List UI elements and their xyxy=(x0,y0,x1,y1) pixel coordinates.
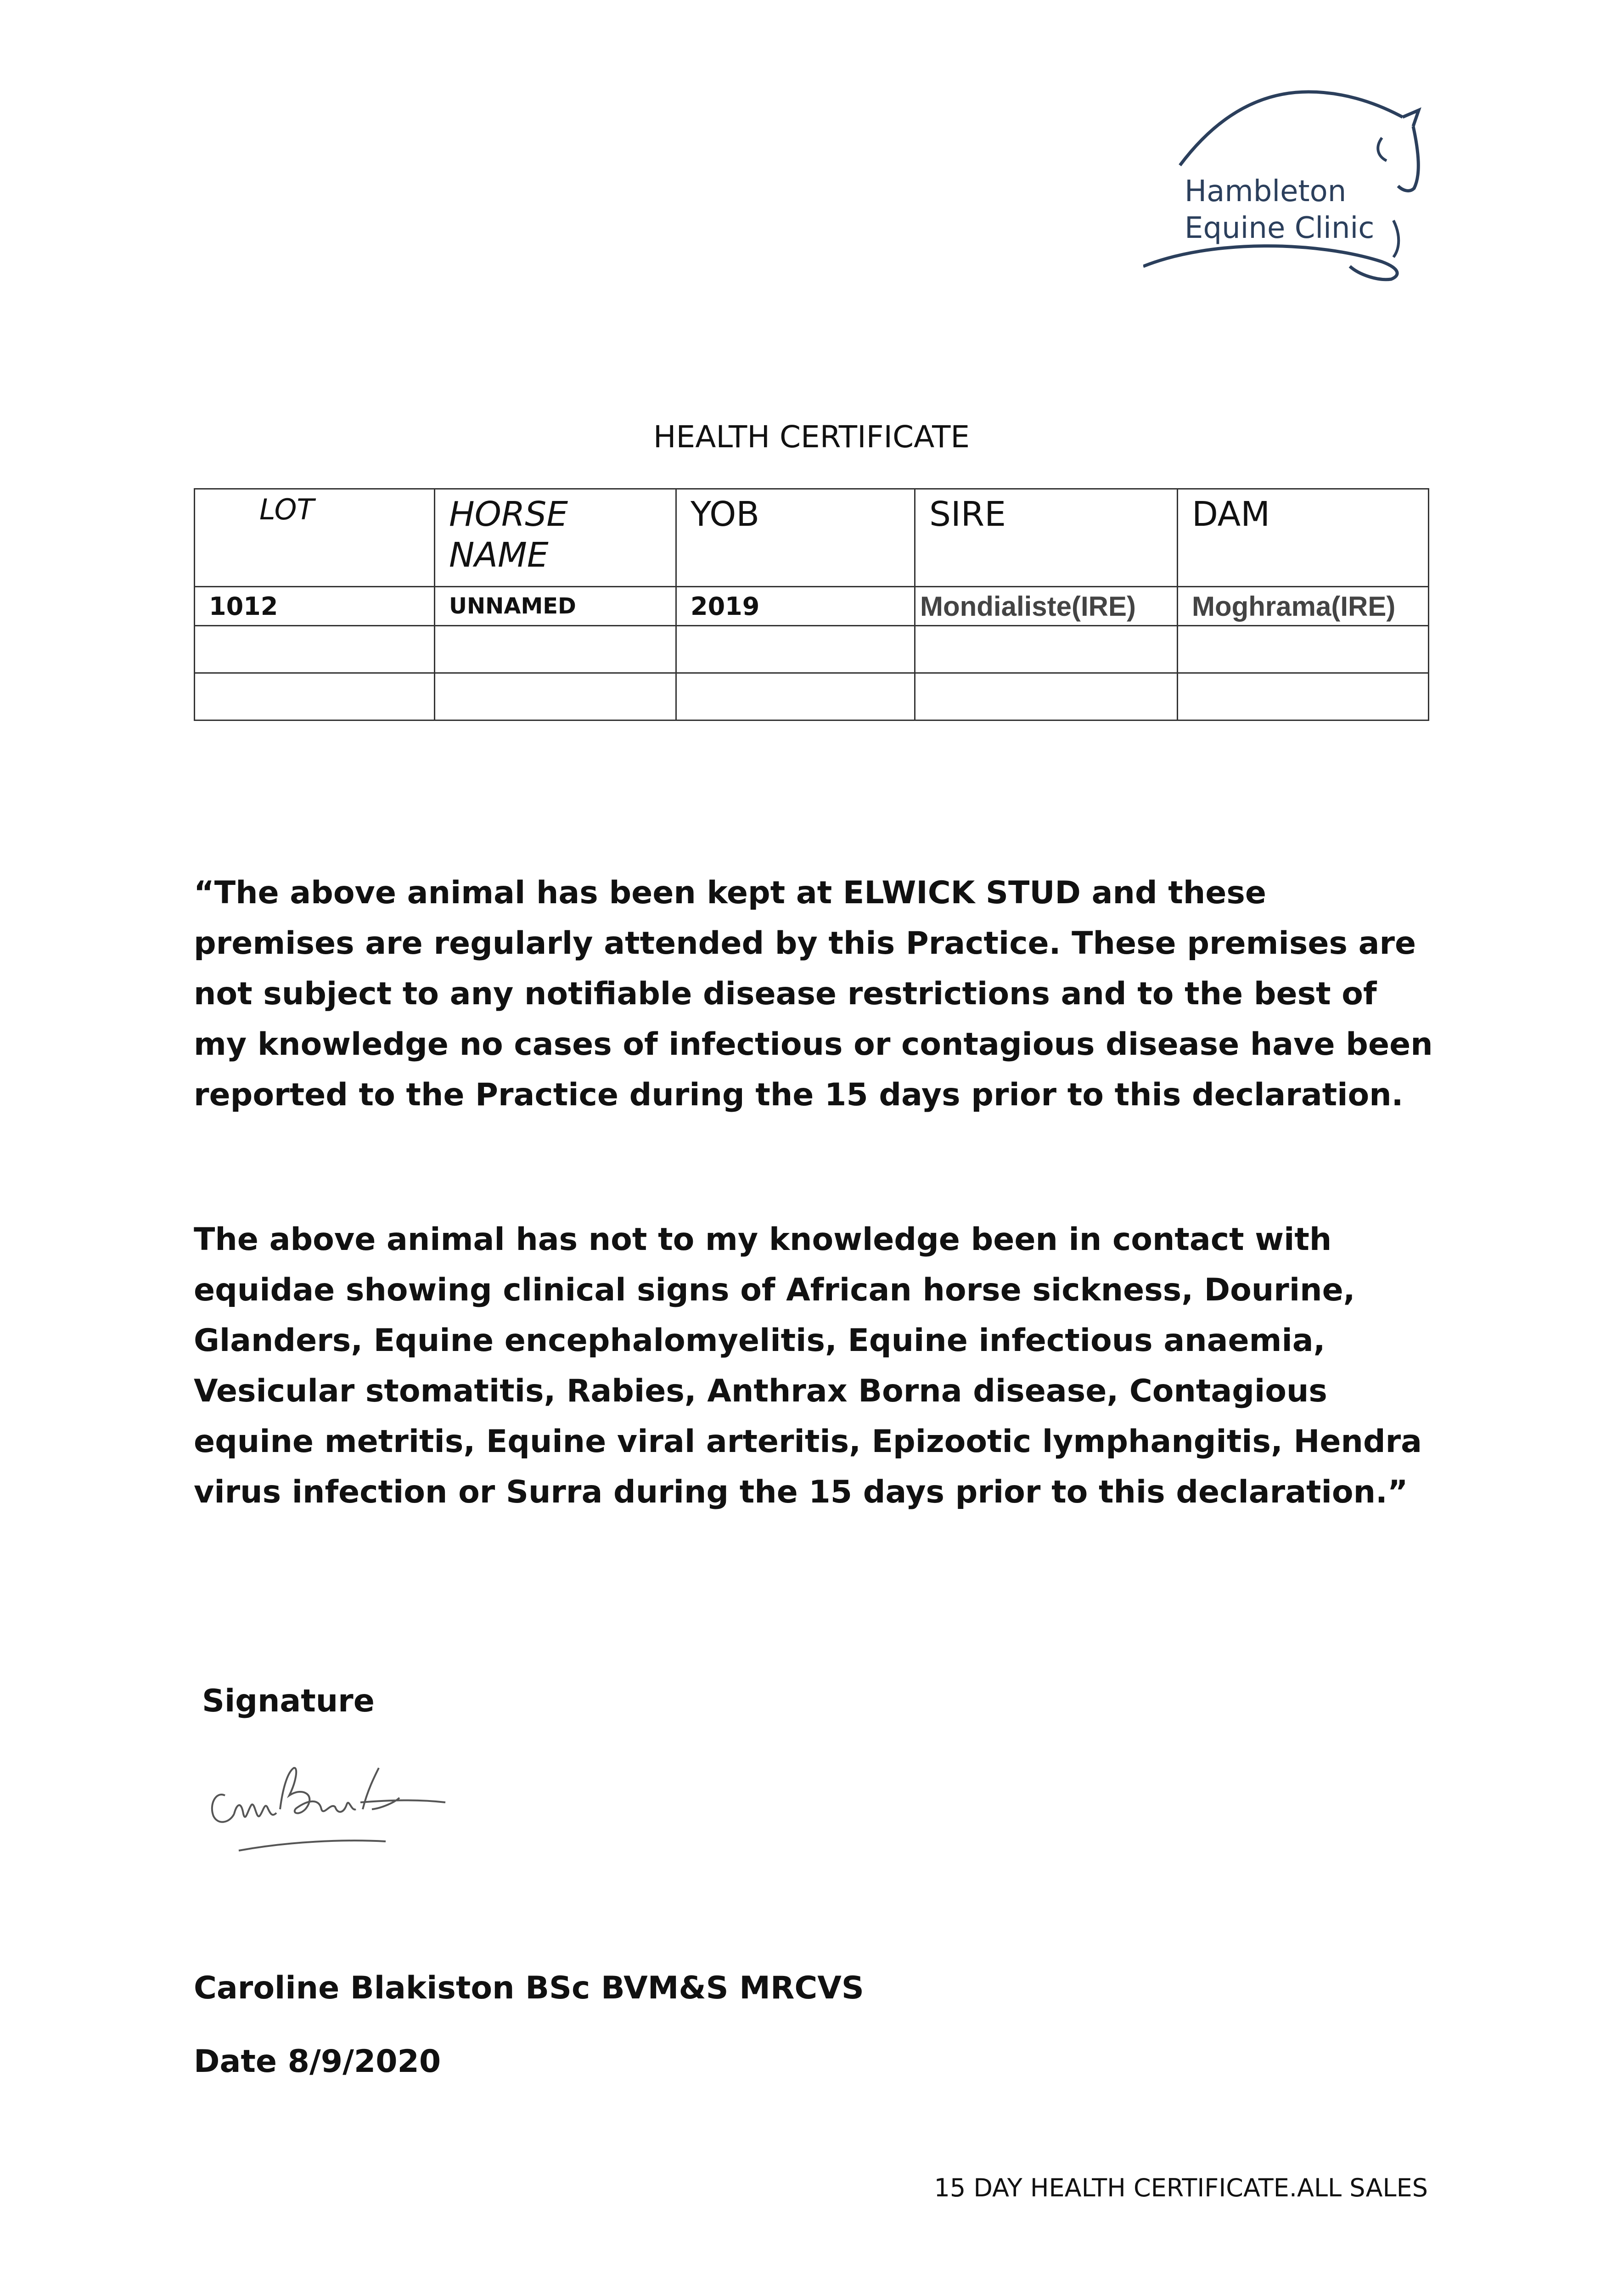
empty-cell xyxy=(195,673,435,720)
header-sire: SIRE xyxy=(929,495,1006,534)
cell-sire xyxy=(915,587,1178,626)
header-horse-name: HORSE NAME xyxy=(449,495,568,575)
header-yob-cell xyxy=(676,489,915,587)
empty-cell xyxy=(676,626,915,673)
empty-cell xyxy=(435,673,676,720)
empty-cell xyxy=(1178,673,1429,720)
lot-value: 1012 xyxy=(209,591,278,621)
logo-text-line1: Hambleton xyxy=(1185,174,1347,208)
signature-label: Signature xyxy=(202,1683,375,1719)
clinic-logo xyxy=(1143,83,1437,285)
dam-value: Moghrama(IRE) xyxy=(1192,591,1396,622)
horse-name-value: UNNAMED xyxy=(449,593,576,619)
cell-lot xyxy=(195,587,435,626)
signatory-name: Caroline Blakiston BSc BVM&S MRCVS xyxy=(194,1970,864,2006)
handwritten-signature xyxy=(197,1754,473,1869)
cell-horse-name xyxy=(435,587,676,626)
header-lot-cell xyxy=(195,489,435,587)
header-dam: DAM xyxy=(1192,495,1270,534)
empty-cell xyxy=(676,673,915,720)
empty-cell xyxy=(195,626,435,673)
footer-text: 15 DAY HEALTH CERTIFICATE.ALL SALES xyxy=(934,2173,1428,2202)
logo-text-line2: Equine Clinic xyxy=(1185,211,1375,245)
cell-yob xyxy=(676,587,915,626)
certificate-title: HEALTH CERTIFICATE xyxy=(653,419,970,455)
empty-cell xyxy=(915,626,1178,673)
header-horse-name-cell xyxy=(435,489,676,587)
header-dam-cell xyxy=(1178,489,1429,587)
horse-details-table xyxy=(194,488,1429,721)
empty-cell xyxy=(1178,626,1429,673)
table-row-empty xyxy=(195,626,1429,673)
header-yob: YOB xyxy=(691,495,760,534)
header-sire-cell xyxy=(915,489,1178,587)
empty-cell xyxy=(435,626,676,673)
sire-value: Mondialiste(IRE) xyxy=(920,591,1136,622)
declaration-paragraph-1: “The above animal has been kept at ELWICK STUD and these premises are regularly attended by this Practice. These premises are not subject to any notifiable disease restrictions and to the best of my knowledge no cases of infectious or contagious disease have been reported to the Practice during the 15 days prior to this declaration. xyxy=(194,875,1433,1113)
table-row xyxy=(195,587,1429,626)
declaration-paragraph-2: The above animal has not to my knowledge been in contact with equidae showing clinical signs of African horse sickness, Dourine, Glanders, Equine encephalomyelitis, Equine infectious anaemia, Vesicular stomatitis, Rabies, Anthrax Borna disease, Contagious equine metritis, Equine viral arteritis, Epizootic lymphangitis, Hendra virus infection or Surra during the 15 days prior to this declaration.” xyxy=(194,1221,1422,1510)
yob-value: 2019 xyxy=(691,591,760,621)
empty-cell xyxy=(915,673,1178,720)
certificate-date: Date 8/9/2020 xyxy=(194,2043,441,2080)
cell-dam xyxy=(1178,587,1429,626)
header-lot: LOT xyxy=(259,493,314,526)
table-row-empty xyxy=(195,673,1429,720)
table-header-row xyxy=(195,489,1429,587)
